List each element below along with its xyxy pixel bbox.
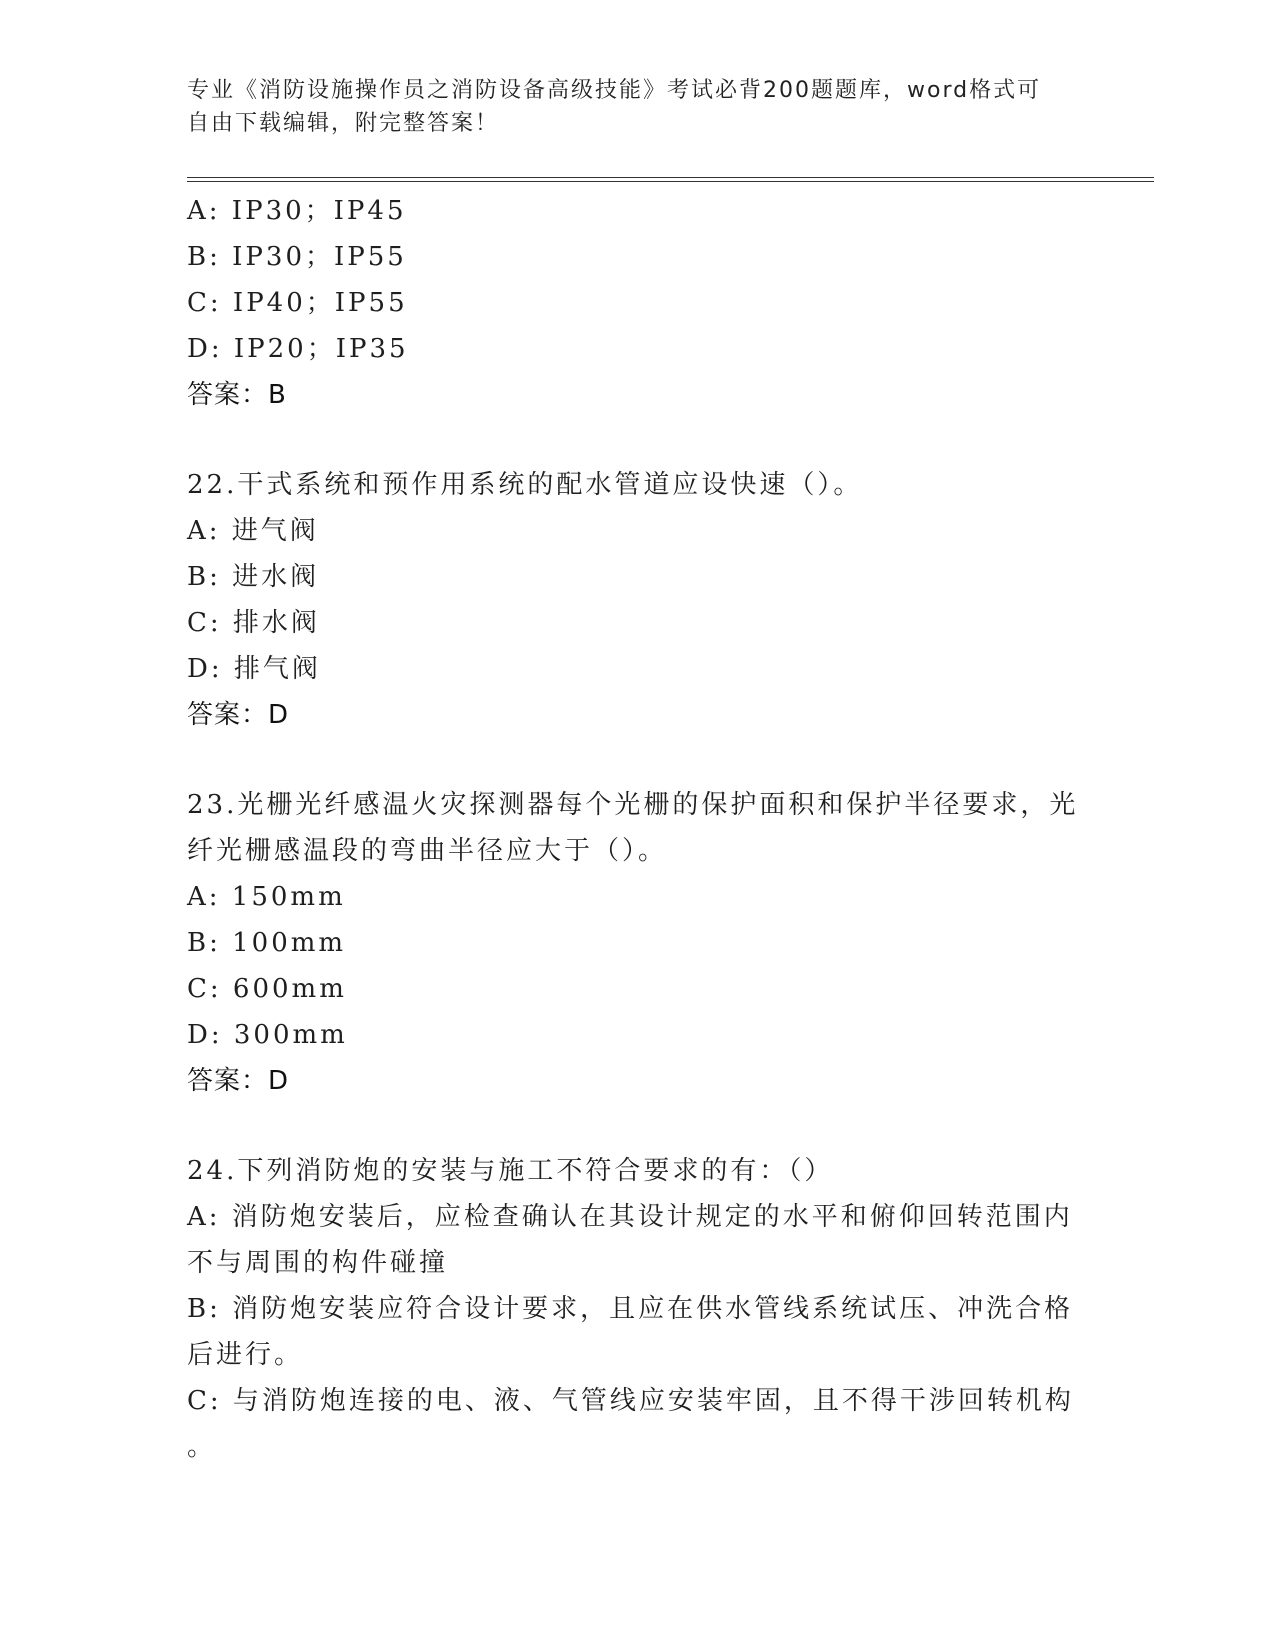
spacer [187,418,1087,462]
question-block-21 [187,188,1087,418]
question-text-line-1: 23.光栅光纤感温火灾探测器每个光栅的保护面积和保护半径要求，光 [187,790,1079,820]
option-b: B: IP30；IP55 [187,242,407,272]
page-header [187,74,1067,140]
header-line-2: 自由下载编辑，附完整答案！ [187,111,500,136]
option-b: B: 100mm [187,928,347,958]
option-d: D: 300mm [187,1020,348,1050]
question-text: 22.干式系统和预作用系统的配水管道应设快速（）。 [187,470,863,500]
spacer [187,738,1087,782]
question-list [187,188,1087,1470]
option-c-line-2: 。 [187,1432,217,1462]
answer-text: 答案：D [187,700,290,730]
question-text: 24.下列消防炮的安装与施工不符合要求的有：（） [187,1156,834,1186]
option-d: D: IP20；IP35 [187,334,409,364]
option-c: C: IP40；IP55 [187,288,408,318]
header-divider [187,177,1154,182]
question-block-24 [187,1148,1087,1470]
option-a: A: 进气阀 [187,516,319,546]
option-c: C: 排水阀 [187,608,320,638]
option-b: B: 进水阀 [187,562,320,592]
option-a-line-1: A: 消防炮安装后，应检查确认在其设计规定的水平和俯仰回转范围内 [187,1202,1073,1232]
spacer [187,1104,1087,1148]
option-b-line-1: B: 消防炮安装应符合设计要求，且应在供水管线系统试压、冲洗合格 [187,1294,1074,1324]
answer-text: 答案：B [187,380,287,410]
option-a: A: IP30；IP45 [187,196,407,226]
option-a-line-2: 不与周围的构件碰撞 [187,1248,449,1278]
question-text-line-2: 纤光栅感温段的弯曲半径应大于（）。 [187,836,668,866]
header-line-1: 专业《消防设施操作员之消防设备高级技能》考试必背200题题库，word格式可 [187,78,1042,103]
question-block-22 [187,462,1087,738]
answer-text: 答案：D [187,1066,290,1096]
option-c-line-1: C: 与消防炮连接的电、液、气管线应安装牢固，且不得干涉回转机构 [187,1386,1074,1416]
option-a: A: 150mm [187,882,346,912]
option-d: D: 排气阀 [187,654,321,684]
option-c: C: 600mm [187,974,347,1004]
question-block-23 [187,782,1087,1104]
option-b-line-2: 后进行。 [187,1340,304,1370]
